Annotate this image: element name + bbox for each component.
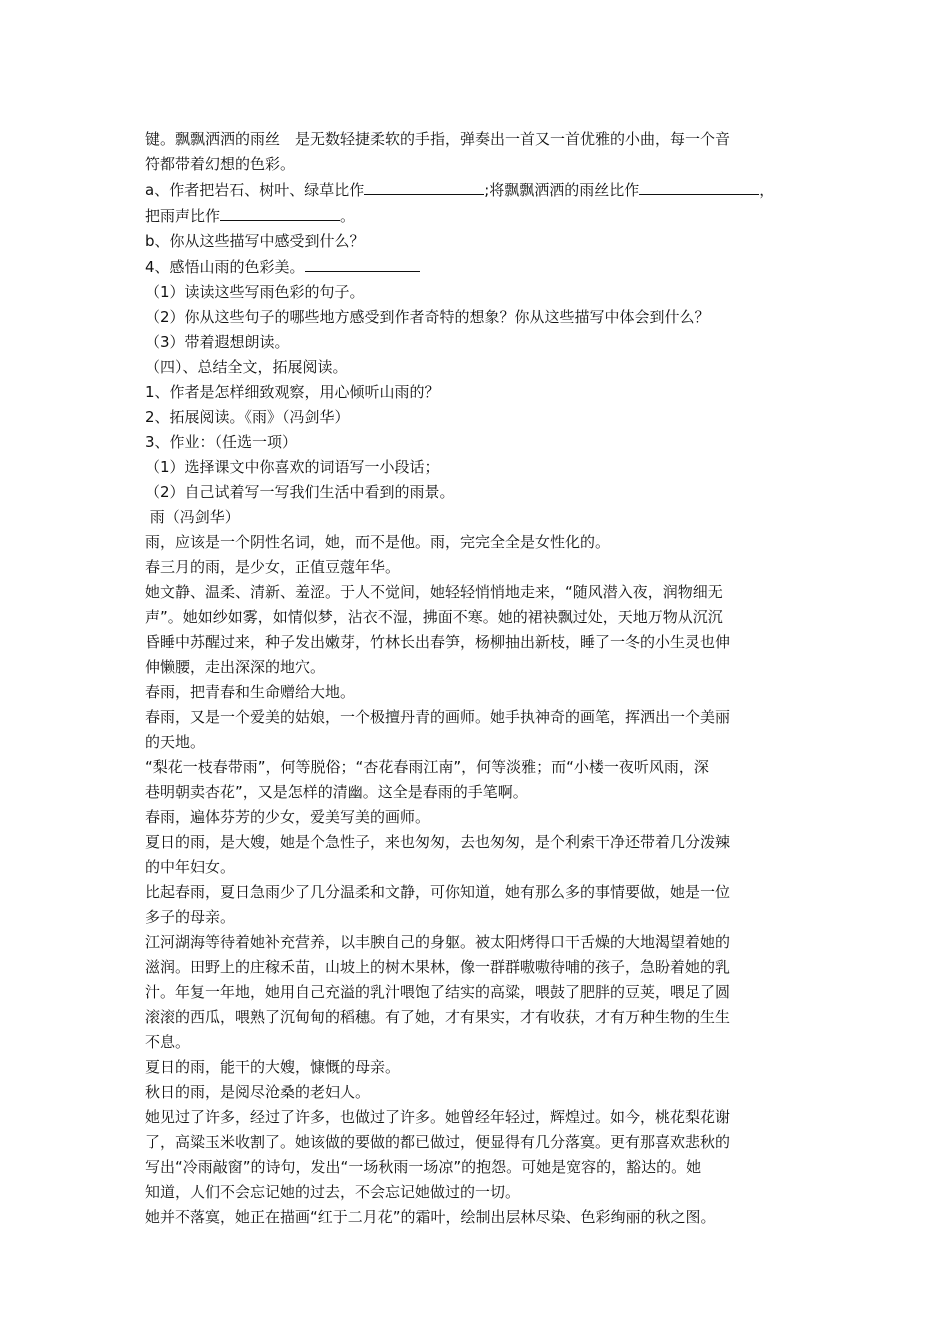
- text-line: 符都带着幻想的色彩。: [145, 155, 296, 173]
- answer-blank-1[interactable]: [364, 177, 484, 195]
- essay-line: 的天地。: [145, 733, 206, 751]
- essay-line: 她文静、温柔、清新、羞涩。于人不觉间，她轻轻悄悄地走来，“随风潜入夜，润物细无: [145, 583, 723, 601]
- essay-line: 昏睡中苏醒过来，种子发出嫩芽，竹林长出春笋，杨柳抽出新枝，睡了一冬的小生灵也伸: [145, 633, 731, 651]
- essay-line: 春雨，遍体芬芳的少女，爱美写美的画师。: [145, 808, 431, 826]
- text-line: 1、作者是怎样细致观察，用心倾听山雨的？: [145, 383, 440, 401]
- question-a-part4: 把雨声比作: [145, 207, 221, 225]
- item-4-text: 4、感悟山雨的色彩美。: [145, 258, 305, 276]
- text-line: 3、作业：（任选一项）: [145, 433, 298, 451]
- essay-line: 夏日的雨，是大嫂，她是个急性子，来也匆匆，去也匆匆，是个利索干净还带着几分泼辣: [145, 833, 731, 851]
- essay-line: “梨花一枝春带雨”，何等脱俗；“杏花春雨江南”，何等淡雅；而“小楼一夜听风雨，深: [145, 758, 709, 776]
- answer-blank-3[interactable]: [220, 203, 340, 221]
- answer-blank-4[interactable]: [305, 254, 420, 272]
- text-line: （3）带着遐想朗读。: [145, 333, 290, 351]
- essay-line: 不息。: [145, 1033, 191, 1051]
- essay-line: 夏日的雨，能干的大嫂，慷慨的母亲。: [145, 1058, 401, 1076]
- document-body: [145, 127, 810, 1230]
- question-a-part5: 。: [340, 207, 356, 225]
- text-line: 键。飘飘洒洒的雨丝 是无数轻捷柔软的手指，弹奏出一首又一首优雅的小曲，每一个音: [145, 130, 731, 148]
- question-a-part3: ，: [759, 181, 775, 199]
- essay-title: 雨（冯剑华）: [145, 508, 240, 526]
- text-line: （2）自己试着写一写我们生活中看到的雨景。: [145, 483, 455, 501]
- text-line: （1）读读这些写雨色彩的句子。: [145, 283, 365, 301]
- item-4: [145, 254, 810, 280]
- essay-line: 汁。年复一年地，她用自己充溢的乳汁喂饱了结实的高粱，喂鼓了肥胖的豆荚，喂足了圆: [145, 983, 731, 1001]
- question-a-cont: [145, 203, 810, 229]
- essay-line: 滋润。田野上的庄稼禾苗，山坡上的树木果林，像一群群嗷嗷待哺的孩子，急盼着她的乳: [145, 958, 731, 976]
- essay-line: 她并不落寞，她正在描画“红于二月花”的霜叶，绘制出层林尽染、色彩绚丽的秋之图。: [145, 1208, 716, 1226]
- text-line: 2、拓展阅读。《雨》（冯剑华）: [145, 408, 350, 426]
- essay-line: 秋日的雨，是阅尽沧桑的老妇人。: [145, 1083, 371, 1101]
- essay-line: 伸懒腰，走出深深的地穴。: [145, 658, 326, 676]
- essay-line: 春雨，又是一个爱美的姑娘，一个极擅丹青的画师。她手执神奇的画笔，挥洒出一个美丽: [145, 708, 731, 726]
- answer-blank-2[interactable]: [639, 177, 759, 195]
- text-line: b、你从这些描写中感受到什么？: [145, 232, 365, 250]
- essay-line: 了，高粱玉米收割了。她该做的要做的都已做过，便显得有几分落寞。更有那喜欢悲秋的: [145, 1133, 731, 1151]
- essay-line: 雨，应该是一个阴性名词，她，而不是他。雨，完完全全是女性化的。: [145, 533, 611, 551]
- essay-line: 比起春雨，夏日急雨少了几分温柔和文静，可你知道，她有那么多的事情要做，她是一位: [145, 883, 731, 901]
- essay-line: 知道，人们不会忘记她的过去，不会忘记她做过的一切。: [145, 1183, 521, 1201]
- section-heading: （四）、总结全文，拓展阅读。: [145, 358, 348, 376]
- essay-line: 多子的母亲。: [145, 908, 236, 926]
- essay-line: 的中年妇女。: [145, 858, 236, 876]
- essay-line: 春雨，把青春和生命赠给大地。: [145, 683, 356, 701]
- essay-line: 巷明朝卖杏花”，又是怎样的清幽。这全是春雨的手笔啊。: [145, 783, 528, 801]
- essay-line: 滚滚的西瓜，喂熟了沉甸甸的稻穗。有了她，才有果实，才有收获，才有万种生物的生生: [145, 1008, 731, 1026]
- question-a-part2: ;将飘飘洒洒的雨丝比作: [484, 181, 640, 199]
- question-a-part1: a、作者把岩石、树叶、绿草比作: [145, 181, 365, 199]
- essay-line: 春三月的雨，是少女，正值豆蔻年华。: [145, 558, 401, 576]
- text-line: （2）你从这些句子的哪些地方感受到作者奇特的想象？你从这些描写中体会到什么？: [145, 308, 710, 326]
- essay-line: 写出“冷雨敲窗”的诗句，发出“一场秋雨一场凉”的抱怨。可她是宽容的，豁达的。她: [145, 1158, 702, 1176]
- text-line: （1）选择课文中你喜欢的词语写一小段话；: [145, 458, 440, 476]
- question-a: [145, 177, 810, 203]
- essay-line: 她见过了许多，经过了许多，也做过了许多。她曾经年轻过，辉煌过。如今，桃花梨花谢: [145, 1108, 731, 1126]
- essay-line: 江河湖海等待着她补充营养，以丰腴自己的身躯。被太阳烤得口干舌燥的大地渴望着她的: [145, 933, 731, 951]
- essay-line: 声”。她如纱如雾，如情似梦，沾衣不湿，拂面不寒。她的裙袂飘过处，天地万物从沉沉: [145, 608, 723, 626]
